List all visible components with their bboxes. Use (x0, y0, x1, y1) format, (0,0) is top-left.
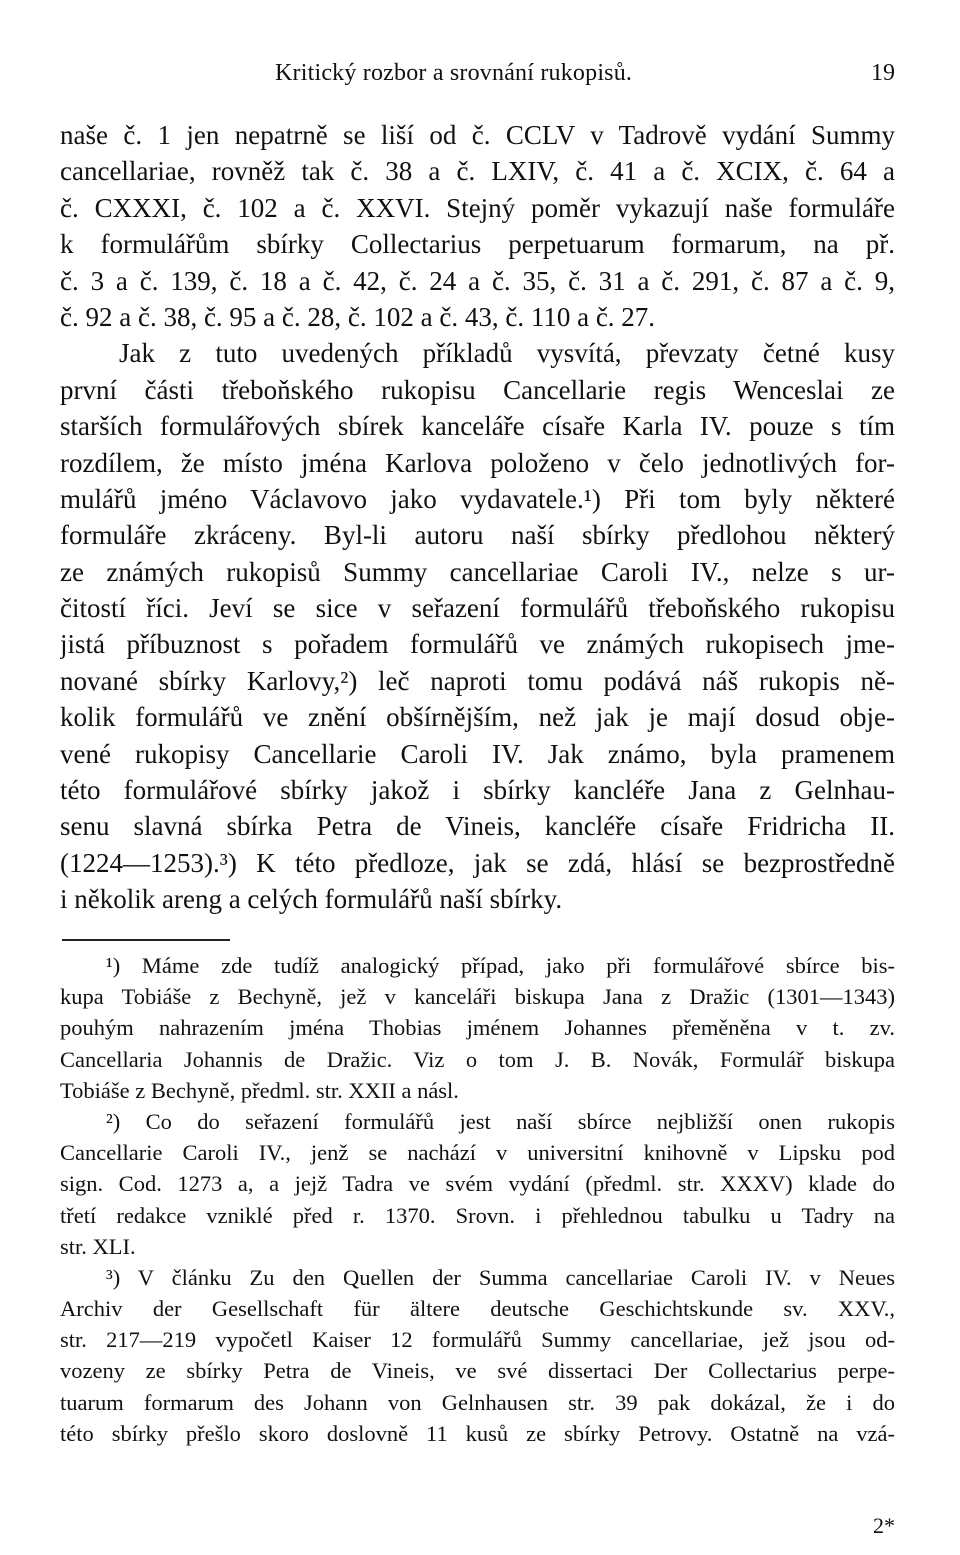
footnote-line: vozeny ze sbírky Petra de Vineis, ve své dissertaci Der Collectarius perpe- (60, 1358, 895, 1384)
footnote-line: sign. Cod. 1273 a, a jejž Tadra ve svém vydání (předml. str. XXXV) klade do (60, 1171, 895, 1197)
text-line: rozdílem, že místo jména Karlova položeno v čelo jednotlivých for- (60, 447, 895, 478)
text-line: cancellariae, rovněž tak č. 38 a č. LXIV, č. 41 a č. XCIX, č. 64 a (60, 156, 895, 187)
text-line: č. 3 a č. 139, č. 18 a č. 42, č. 24 a č. 35, č. 31 a č. 291, č. 87 a č. 9, (60, 265, 895, 296)
footnote-line: Archiv der Gesellschaft für ältere deutsche Geschichtskunde sv. XXV., (60, 1296, 895, 1322)
footnote-separator (62, 939, 230, 941)
text-line: první části třeboňského rukopisu Cancellarie regis Wenceslai ze (60, 374, 895, 405)
text-line: č. 92 a č. 38, č. 95 a č. 28, č. 102 a č. 43, č. 110 a č. 27. (60, 301, 656, 332)
main-text (60, 117, 895, 918)
footnote-line: Tobiáše z Bechyně, předml. str. XXII a násl. (60, 1077, 459, 1103)
page-number: 19 (871, 60, 895, 86)
footnote-line: ¹) Máme zde tudíž analogický případ, jako při formulářové sbírce bis- (106, 953, 895, 978)
signature-mark: 2* (873, 1513, 895, 1538)
text-line: k formulářům sbírky Collectarius perpetuarum formarum, na př. (60, 229, 895, 260)
footnote-line: Cancellaria Johannis de Dražic. Viz o tom J. B. Novák, Formulář biskupa (60, 1046, 895, 1072)
text-line: formuláře zkráceny. Byl-li autoru naší sbírky předlohou některý (60, 520, 895, 551)
footnote-line: tuarum formarum des Johann von Gelnhausen str. 39 pak dokázal, že i do (60, 1389, 895, 1415)
text-line: naše č. 1 jen nepatrně se liší od č. CCLV v Tadrově vydání Summy (60, 120, 895, 150)
text-line: čitostí říci. Jeví se sice v seřazení formulářů třeboňského rukopisu (60, 593, 895, 624)
text-line: mulářů jméno Václavovo jako vydavatele.¹) Při tom byly některé (60, 483, 895, 514)
text-line: nované sbírky Karlovy,²) leč naproti tomu podává náš rukopis ně- (60, 665, 895, 696)
text-line: ze známých rukopisů Summy cancellariae Caroli IV., nelze s ur- (60, 556, 895, 587)
footnote-line: pouhým nahrazením jména Thobias jménem Johannes přeměněna v t. zv. (60, 1015, 895, 1041)
text-line: vené rukopisy Cancellarie Caroli IV. Jak známo, byla pramenem (60, 738, 895, 769)
footnote-line: kupa Tobiáše z Bechyně, jež v kanceláři biskupa Jana z Dražic (1301—1343) (60, 984, 895, 1010)
text-line: i několik areng a celých formulářů naší sbírky. (60, 884, 563, 915)
text-line: Jak z tuto uvedených příkladů vysvítá, převzaty četné kusy (119, 338, 895, 369)
footnote-line: třetí redakce vzniklé před r. 1370. Srovn. i přehlednou tabulku u Tadry na (60, 1202, 895, 1228)
footnotes (60, 950, 895, 1449)
text-line: této formulářové sbírky jakož i sbírky kancléře Jana z Gelnhau- (60, 775, 895, 806)
running-title: Kritický rozbor a srovnání rukopisů. (275, 60, 633, 86)
footnote-line: ²) Co do seřazení formulářů jest naší sbírce nejbližší onen rukopis (106, 1108, 895, 1134)
footnote-line: ³) V článku Zu den Quellen der Summa cancellariae Caroli IV. v Neues (106, 1264, 895, 1290)
footnote-line: Cancellarie Caroli IV., jenž se nachází v universitní knihovně v Lipsku pod (60, 1140, 895, 1166)
footnote-line: této sbírky přešlo skoro doslovně 11 kusů ze sbírky Petrovy. Ostatně na vzá- (60, 1420, 895, 1446)
running-header (60, 60, 895, 92)
footnote-line: str. XLI. (60, 1233, 136, 1259)
text-line: senu slavná sbírka Petra de Vineis, kancléře císaře Fridricha II. (60, 811, 895, 842)
footnote-line: str. 217—219 vypočetl Kaiser 12 formulářů Summy cancellariae, jež jsou od- (60, 1327, 895, 1353)
text-line: (1224—1253).³) K této předloze, jak se zdá, hlásí se bezprostředně (60, 847, 895, 878)
text-line: jistá příbuznost s pořadem formulářů ve známých rukopisech jme- (60, 629, 895, 660)
text-line: starších formulářových sbírek kanceláře císaře Karla IV. pouze s tím (60, 411, 895, 442)
text-line: č. CXXXI, č. 102 a č. XXVI. Stejný poměr vykazují naše formuláře (60, 192, 895, 223)
text-line: kolik formulářů ve znění obšírnějším, než jak je mají dosud obje- (60, 702, 895, 733)
